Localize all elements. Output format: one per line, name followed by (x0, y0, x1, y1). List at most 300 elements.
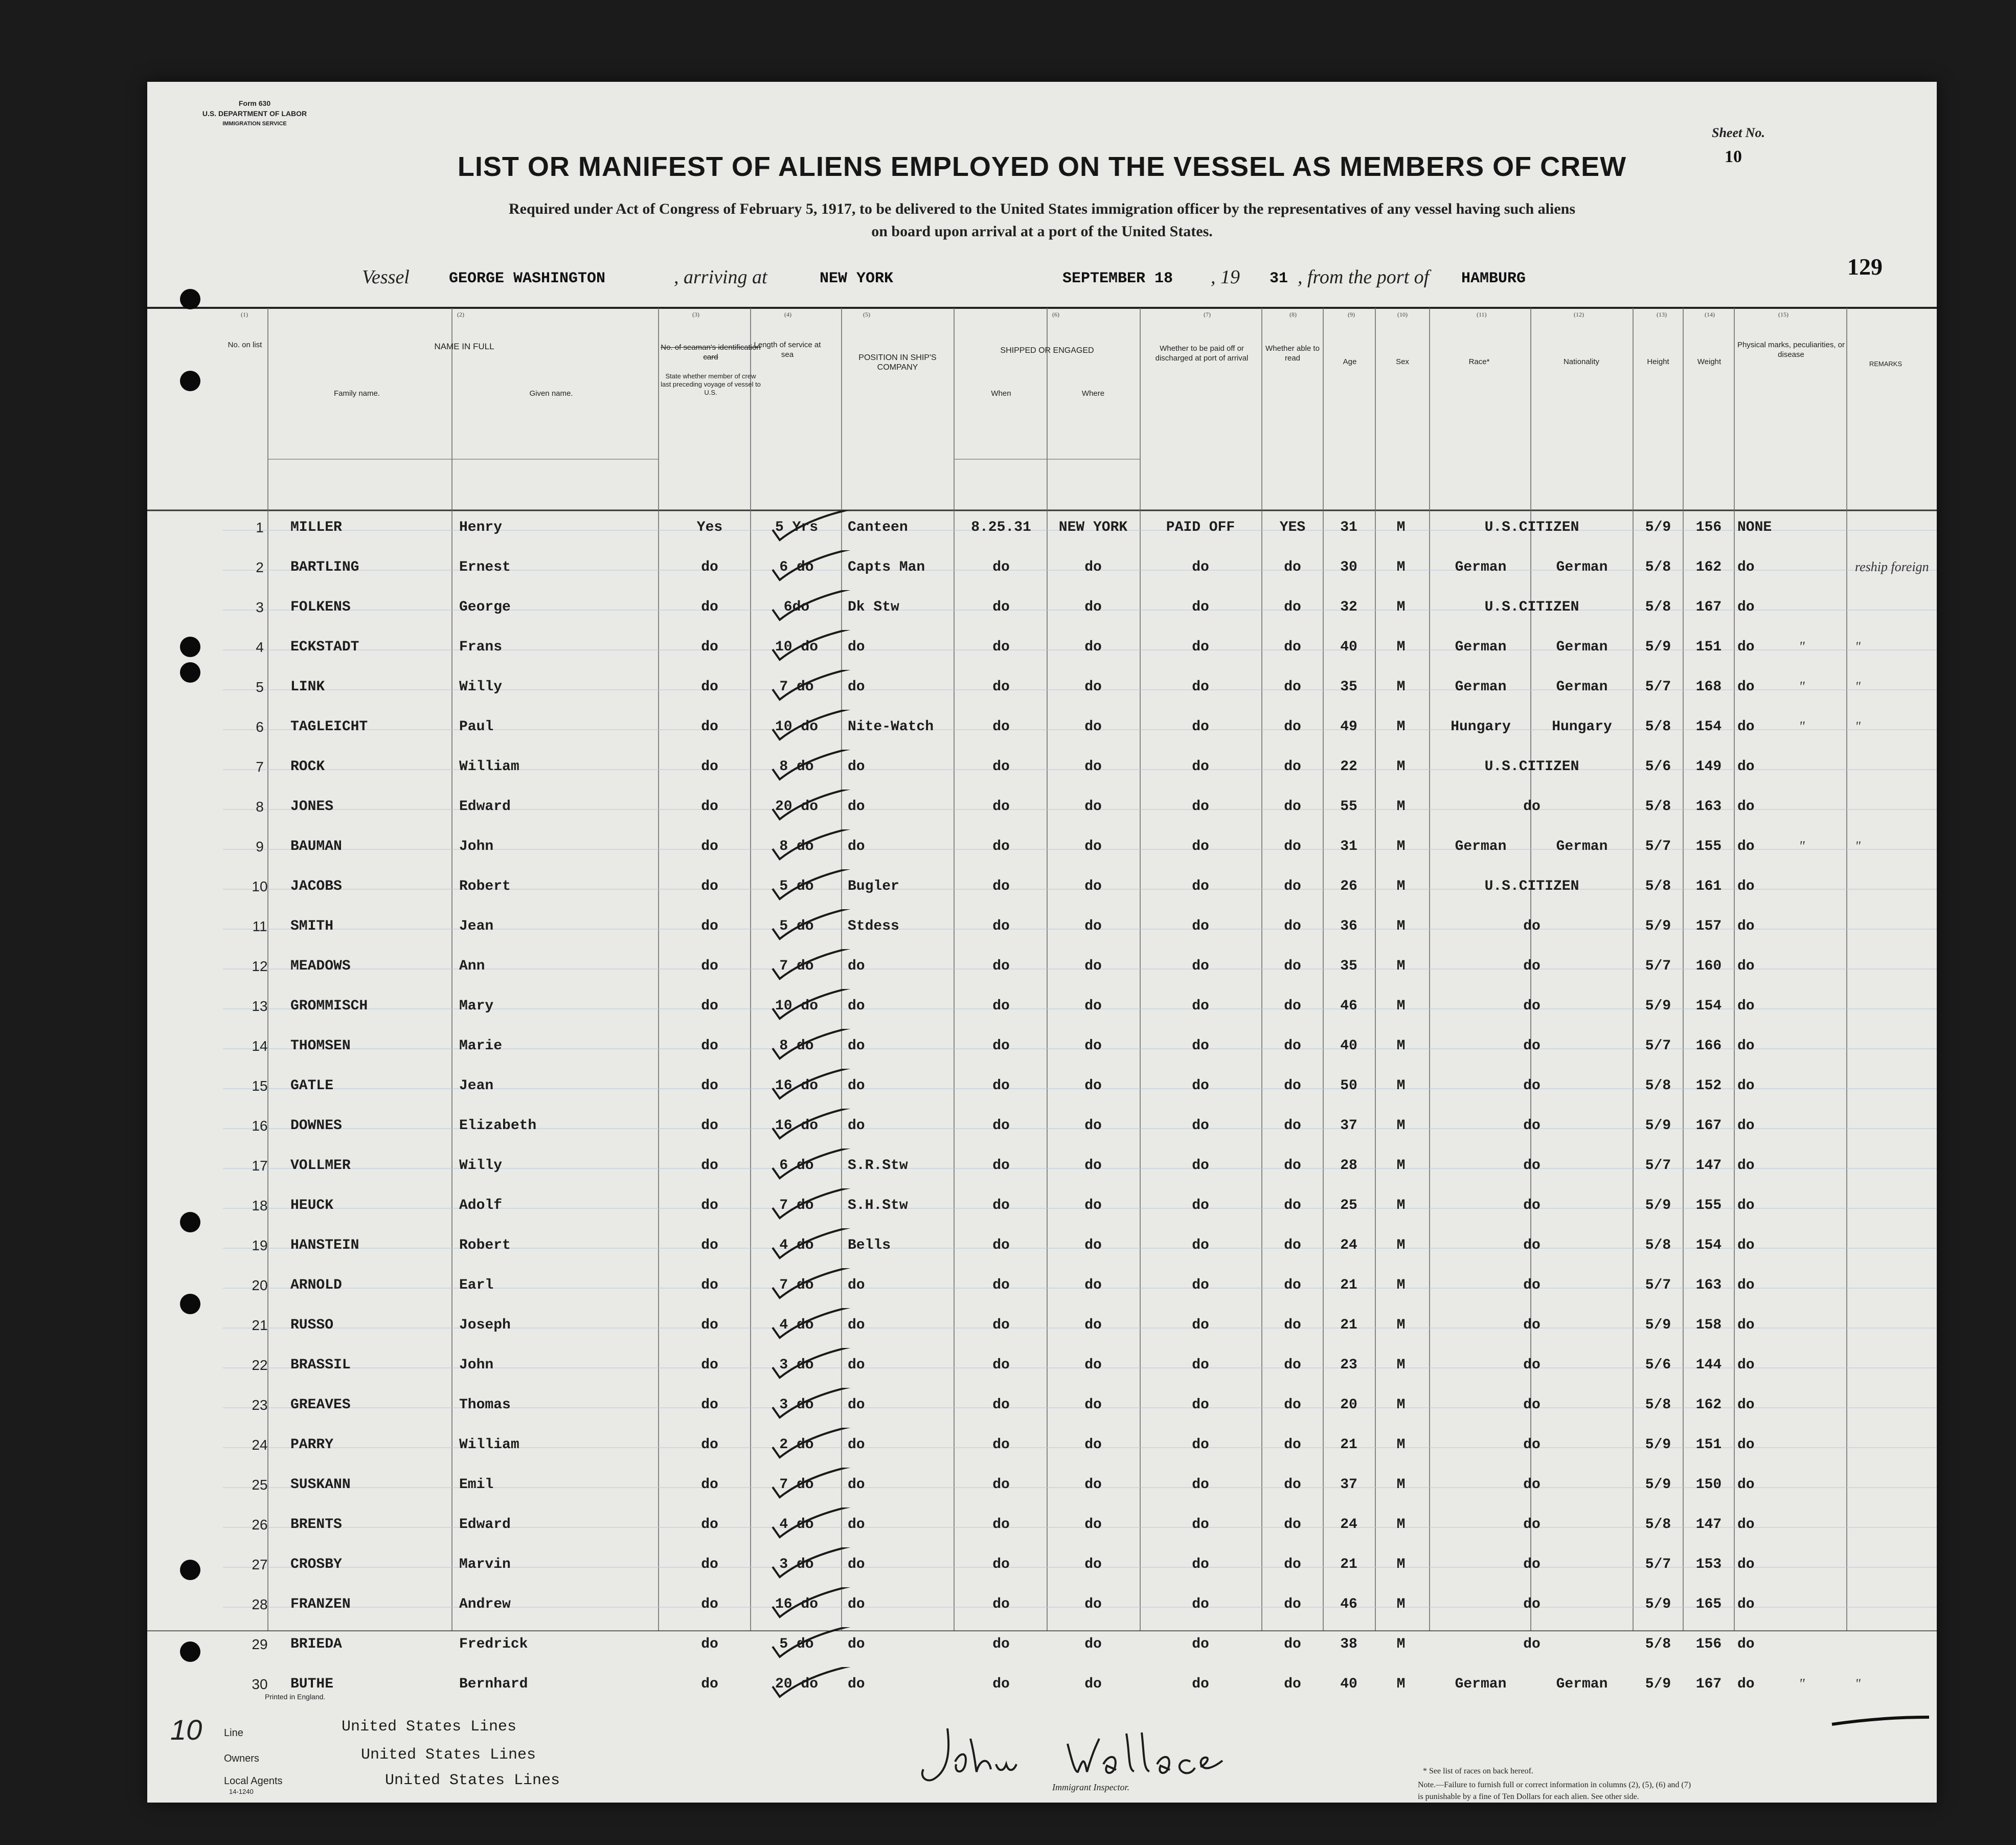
col10-header: Sex (1396, 357, 1409, 366)
able-to-read: do (1284, 799, 1301, 815)
previous-voyage: do (701, 679, 718, 695)
row-number: 30 (252, 1676, 268, 1692)
previous-voyage: do (701, 1557, 718, 1572)
previous-voyage: do (701, 918, 718, 934)
row-number: 13 (252, 998, 268, 1014)
arriving-label: , arriving at (674, 266, 767, 288)
shipped-where: do (1084, 1557, 1102, 1572)
weight: 154 (1695, 1238, 1722, 1253)
length-of-service: 6do (783, 599, 810, 615)
race: do (1523, 1357, 1541, 1373)
length-of-service: 16 do (775, 1596, 818, 1612)
year-label: , 19 (1211, 266, 1240, 288)
family-name: PARRY (290, 1437, 334, 1453)
physical-marks: do (1737, 1198, 1755, 1213)
able-to-read: do (1284, 1277, 1301, 1293)
previous-voyage: do (701, 599, 718, 615)
paid-off: do (1192, 1198, 1209, 1213)
shipped-where: do (1084, 1317, 1102, 1333)
length-of-service: 5 Yrs (775, 520, 818, 535)
shipped-when: do (992, 1636, 1010, 1652)
shipped-where: do (1084, 679, 1102, 695)
from-port-label: , from the port of (1298, 266, 1430, 288)
shipped-where: do (1084, 998, 1102, 1014)
subtitle-line-2: on board upon arrival at a port of the United States. (871, 223, 1213, 240)
length-of-service: 4 do (779, 1317, 814, 1333)
shipped-where: do (1084, 719, 1102, 735)
previous-voyage: do (701, 639, 718, 655)
height: 5/9 (1645, 639, 1671, 655)
row-number: 15 (252, 1078, 268, 1094)
race: U.S.CITIZEN (1484, 879, 1579, 894)
sex: M (1396, 1357, 1406, 1373)
given-name: Marie (459, 1038, 503, 1054)
paid-off: do (1192, 1118, 1209, 1134)
position: do (848, 679, 865, 695)
given-name: Elizabeth (459, 1118, 537, 1134)
nationality: German (1556, 639, 1608, 655)
paid-off: do (1192, 1038, 1209, 1054)
shipped-when: do (992, 719, 1010, 735)
col2-number: (2) (457, 311, 464, 318)
family-name: BUTHE (290, 1676, 334, 1692)
form-department: U.S. DEPARTMENT OF LABOR (202, 109, 307, 118)
col9-number: (9) (1348, 311, 1355, 318)
paid-off: do (1192, 1397, 1209, 1413)
length-of-service: 10 do (775, 719, 818, 735)
race: do (1523, 1437, 1541, 1453)
height: 5/9 (1645, 1198, 1671, 1213)
paid-off: do (1192, 1078, 1209, 1094)
owners-label: Owners (224, 1753, 259, 1764)
paid-off: do (1192, 1517, 1209, 1533)
shipped-where: do (1084, 1277, 1102, 1293)
shipped-where: do (1084, 918, 1102, 934)
table-row (147, 958, 1937, 998)
position: do (848, 1397, 865, 1413)
age: 50 (1340, 1078, 1357, 1094)
age: 21 (1340, 1317, 1357, 1333)
family-name: ARNOLD (290, 1277, 342, 1293)
given-name: Paul (459, 719, 494, 735)
position: do (848, 639, 865, 655)
race: Hungary (1451, 719, 1511, 735)
shipped-where: do (1084, 1038, 1102, 1054)
length-of-service: 8 do (779, 839, 814, 854)
nationality: German (1556, 559, 1608, 575)
age: 31 (1340, 520, 1357, 535)
length-of-service: 8 do (779, 1038, 814, 1054)
line-label: Line (224, 1727, 243, 1739)
agents-label: Local Agents (224, 1775, 283, 1787)
able-to-read: YES (1279, 520, 1306, 535)
shipped-when: do (992, 1078, 1010, 1094)
length-of-service: 7 do (779, 679, 814, 695)
table-row (147, 639, 1937, 679)
col9-header: Age (1343, 357, 1357, 366)
paid-off: do (1192, 559, 1209, 575)
paid-off: do (1192, 679, 1209, 695)
paid-off: do (1192, 918, 1209, 934)
sex: M (1396, 1078, 1406, 1094)
position: Bugler (848, 879, 899, 894)
shipped-when: do (992, 1118, 1010, 1134)
weight: 167 (1695, 1118, 1722, 1134)
race: do (1523, 1557, 1541, 1572)
weight: 155 (1695, 839, 1722, 854)
paid-off: do (1192, 639, 1209, 655)
shipped-where: do (1084, 879, 1102, 894)
col5-number: (5) (863, 311, 870, 318)
family-name: ROCK (290, 759, 325, 775)
weight: 151 (1695, 639, 1722, 655)
col11-number: (11) (1477, 311, 1487, 318)
height: 5/8 (1645, 1397, 1671, 1413)
position: do (848, 839, 865, 854)
given-name: Fredrick (459, 1636, 528, 1652)
able-to-read: do (1284, 1596, 1301, 1612)
able-to-read: do (1284, 1198, 1301, 1213)
shipped-where: do (1084, 1397, 1102, 1413)
age: 46 (1340, 1596, 1357, 1612)
weight: 166 (1695, 1038, 1722, 1054)
shipped-where: do (1084, 958, 1102, 974)
row-number: 9 (256, 839, 264, 854)
height: 5/8 (1645, 719, 1671, 735)
col14-number: (14) (1705, 311, 1715, 318)
sex: M (1396, 1277, 1406, 1293)
table-row (147, 1158, 1937, 1198)
form-number: Form 630 (238, 99, 271, 107)
row-number: 10 (252, 879, 268, 894)
race: German (1455, 679, 1507, 695)
previous-voyage: do (701, 1357, 718, 1373)
physical-marks: do (1737, 759, 1755, 775)
col10-number: (10) (1397, 311, 1408, 318)
height: 5/8 (1645, 1517, 1671, 1533)
length-of-service: 3 do (779, 1557, 814, 1572)
shipped-when: do (992, 1437, 1010, 1453)
row-number: 27 (252, 1557, 268, 1572)
sex: M (1396, 799, 1406, 815)
row-number: 14 (252, 1038, 268, 1054)
height: 5/7 (1645, 1158, 1671, 1174)
line-value: United States Lines (342, 1718, 517, 1736)
given-name: Emil (459, 1477, 494, 1493)
shipped-when: do (992, 1557, 1010, 1572)
height: 5/6 (1645, 1357, 1671, 1373)
shipped-when: 8.25.31 (971, 520, 1031, 535)
agents-value: United States Lines (385, 1772, 560, 1789)
age: 31 (1340, 839, 1357, 854)
table-row (147, 679, 1937, 719)
previous-voyage: do (701, 1198, 718, 1213)
family-name: VOLLMER (290, 1158, 351, 1174)
table-row (147, 1596, 1937, 1636)
table-row (147, 839, 1937, 879)
physical-marks: do (1737, 1477, 1755, 1493)
age: 28 (1340, 1158, 1357, 1174)
weight: 156 (1695, 520, 1722, 535)
physical-marks: do (1737, 639, 1755, 655)
able-to-read: do (1284, 918, 1301, 934)
family-name: BRIEDA (290, 1636, 342, 1652)
shipped-when: do (992, 679, 1010, 695)
paid-off: do (1192, 1437, 1209, 1453)
family-name: RUSSO (290, 1317, 334, 1333)
family-name: GROMMISCH (290, 998, 368, 1014)
nationality: German (1556, 839, 1608, 854)
position: Bells (848, 1238, 891, 1253)
position: do (848, 1277, 865, 1293)
race: German (1455, 559, 1507, 575)
col14-header: Weight (1697, 357, 1721, 366)
given-name: Jean (459, 918, 494, 934)
arrival-date: SEPTEMBER 18 (1062, 270, 1173, 287)
race: do (1523, 1277, 1541, 1293)
previous-voyage: do (701, 1238, 718, 1253)
race: do (1523, 1596, 1541, 1612)
sex: M (1396, 759, 1406, 775)
age: 26 (1340, 879, 1357, 894)
given-name: Willy (459, 679, 503, 695)
row-number: 3 (256, 599, 264, 615)
weight: 150 (1695, 1477, 1722, 1493)
age: 24 (1340, 1238, 1357, 1253)
family-name: LINK (290, 679, 325, 695)
able-to-read: do (1284, 719, 1301, 735)
marks-ditto: " (1799, 839, 1805, 854)
shipped-where: do (1084, 1078, 1102, 1094)
weight: 165 (1695, 1596, 1722, 1612)
sex: M (1396, 1596, 1406, 1612)
col3-number: (3) (692, 311, 699, 318)
col8-header: Whether able to read (1265, 344, 1320, 363)
previous-voyage: do (701, 1118, 718, 1134)
position: S.H.Stw (848, 1198, 908, 1213)
family-name: FRANZEN (290, 1596, 351, 1612)
weight: 161 (1695, 879, 1722, 894)
race: U.S.CITIZEN (1484, 520, 1579, 535)
sex: M (1396, 918, 1406, 934)
previous-voyage: do (701, 1317, 718, 1333)
given-name-header: Given name. (529, 389, 573, 398)
family-name: BAUMAN (290, 839, 342, 854)
sex: M (1396, 1198, 1406, 1213)
shipped-where: do (1084, 1517, 1102, 1533)
height: 5/8 (1645, 559, 1671, 575)
race: do (1523, 1158, 1541, 1174)
col7-number: (7) (1204, 311, 1211, 318)
able-to-read: do (1284, 1636, 1301, 1652)
printed-in-note: Printed in England. (265, 1693, 326, 1701)
length-of-service: 4 do (779, 1517, 814, 1533)
table-row (147, 1636, 1937, 1676)
physical-marks: NONE (1737, 520, 1772, 535)
table-row (147, 998, 1937, 1038)
able-to-read: do (1284, 1357, 1301, 1373)
length-of-service: 7 do (779, 1198, 814, 1213)
table-row (147, 559, 1937, 599)
col13-header: Height (1647, 357, 1669, 366)
sheet-number-value: 10 (1725, 147, 1742, 166)
weight: 156 (1695, 1636, 1722, 1652)
previous-voyage: do (701, 1477, 718, 1493)
row-number: 7 (256, 759, 264, 775)
binder-hole (180, 289, 200, 309)
table-row (147, 719, 1937, 759)
height: 5/7 (1645, 958, 1671, 974)
shipped-when: do (992, 599, 1010, 615)
able-to-read: do (1284, 998, 1301, 1014)
col1-header: No. on list (228, 341, 262, 349)
previous-voyage: do (701, 1517, 718, 1533)
row-number: 1 (256, 520, 264, 535)
previous-voyage: Yes (696, 520, 723, 535)
age: 38 (1340, 1636, 1357, 1652)
physical-marks: do (1737, 1636, 1755, 1652)
able-to-read: do (1284, 639, 1301, 655)
physical-marks: do (1737, 1397, 1755, 1413)
given-name: William (459, 759, 519, 775)
height: 5/9 (1645, 520, 1671, 535)
given-name: Henry (459, 520, 503, 535)
age: 25 (1340, 1198, 1357, 1213)
length-of-service: 7 do (779, 1277, 814, 1293)
given-name: Frans (459, 639, 503, 655)
previous-voyage: do (701, 1078, 718, 1094)
given-name: Adolf (459, 1198, 503, 1213)
paid-off: do (1192, 1557, 1209, 1572)
table-row (147, 1277, 1937, 1317)
shipped-where: do (1084, 599, 1102, 615)
given-name: Willy (459, 1158, 503, 1174)
sex: M (1396, 559, 1406, 575)
able-to-read: do (1284, 1676, 1301, 1692)
race: do (1523, 1238, 1541, 1253)
age: 20 (1340, 1397, 1357, 1413)
row-number: 25 (252, 1477, 268, 1493)
marks-ditto: " (1799, 639, 1805, 655)
family-name: GATLE (290, 1078, 334, 1094)
race: German (1455, 1676, 1507, 1692)
sex: M (1396, 719, 1406, 735)
sex: M (1396, 1118, 1406, 1134)
shipped-when: do (992, 1397, 1010, 1413)
previous-voyage: do (701, 1596, 718, 1612)
shipped-where: do (1084, 559, 1102, 575)
weight: 167 (1695, 599, 1722, 615)
shipped-when: do (992, 879, 1010, 894)
row-number: 29 (252, 1636, 268, 1652)
remarks-handwritten: " (1855, 1676, 1861, 1691)
previous-voyage: do (701, 559, 718, 575)
age: 40 (1340, 1038, 1357, 1054)
row-number: 28 (252, 1596, 268, 1612)
height: 5/9 (1645, 1317, 1671, 1333)
given-name: Ann (459, 958, 485, 974)
shipped-where: do (1084, 639, 1102, 655)
age: 30 (1340, 559, 1357, 575)
nationality: German (1556, 1676, 1608, 1692)
height: 5/7 (1645, 1038, 1671, 1054)
remarks-handwritten: " (1855, 639, 1861, 654)
able-to-read: do (1284, 1477, 1301, 1493)
length-of-service: 16 do (775, 1078, 818, 1094)
length-of-service: 7 do (779, 1477, 814, 1493)
marks-ditto: " (1799, 679, 1805, 695)
age: 21 (1340, 1277, 1357, 1293)
physical-marks: do (1737, 1557, 1755, 1572)
row-number: 17 (252, 1158, 268, 1174)
age: 49 (1340, 719, 1357, 735)
paid-off: do (1192, 1477, 1209, 1493)
remarks-header: REMARKS (1869, 360, 1902, 368)
col3-struck-header: No. of seaman's identification card (661, 343, 761, 362)
sex: M (1396, 1437, 1406, 1453)
arrival-year: 31 (1270, 270, 1288, 287)
height: 5/8 (1645, 1238, 1671, 1253)
paid-off: do (1192, 998, 1209, 1014)
given-name: Andrew (459, 1596, 511, 1612)
previous-voyage: do (701, 1158, 718, 1174)
row-number: 24 (252, 1437, 268, 1453)
family-name: JACOBS (290, 879, 342, 894)
from-port: HAMBURG (1461, 270, 1526, 287)
paid-off: do (1192, 1357, 1209, 1373)
table-row (147, 520, 1937, 559)
weight: 154 (1695, 719, 1722, 735)
given-name: Marvin (459, 1557, 511, 1572)
position: Canteen (848, 520, 908, 535)
col12-number: (12) (1574, 311, 1584, 318)
family-name-header: Family name. (333, 389, 380, 398)
subtitle-line-1: Required under Act of Congress of February 5, 1917, to be delivered to the United States immigration officer by the representatives of any vessel having such aliens (509, 200, 1575, 217)
given-name: Robert (459, 1238, 511, 1253)
weight: 154 (1695, 998, 1722, 1014)
page-number: 129 (1847, 254, 1883, 280)
row-number: 21 (252, 1317, 268, 1333)
able-to-read: do (1284, 1158, 1301, 1174)
sex: M (1396, 1557, 1406, 1572)
row-number: 8 (256, 799, 264, 815)
race: do (1523, 1118, 1541, 1134)
age: 36 (1340, 918, 1357, 934)
weight: 147 (1695, 1158, 1722, 1174)
sex: M (1396, 1636, 1406, 1652)
height: 5/8 (1645, 1636, 1671, 1652)
sex: M (1396, 599, 1406, 615)
length-of-service: 10 do (775, 998, 818, 1014)
age: 37 (1340, 1118, 1357, 1134)
race: do (1523, 1477, 1541, 1493)
page-title: LIST OR MANIFEST OF ALIENS EMPLOYED ON THE VESSEL AS MEMBERS OF CREW (457, 151, 1627, 182)
length-of-service: 5 do (779, 879, 814, 894)
weight: 167 (1695, 1676, 1722, 1692)
binder-hole (180, 662, 200, 683)
weight: 168 (1695, 679, 1722, 695)
position: Stdess (848, 918, 899, 934)
able-to-read: do (1284, 1078, 1301, 1094)
marks-ditto: " (1799, 1676, 1805, 1692)
able-to-read: do (1284, 1557, 1301, 1572)
physical-marks: do (1737, 998, 1755, 1014)
height: 5/7 (1645, 1277, 1671, 1293)
age: 22 (1340, 759, 1357, 775)
sex: M (1396, 879, 1406, 894)
paid-off: do (1192, 759, 1209, 775)
position: do (848, 1437, 865, 1453)
